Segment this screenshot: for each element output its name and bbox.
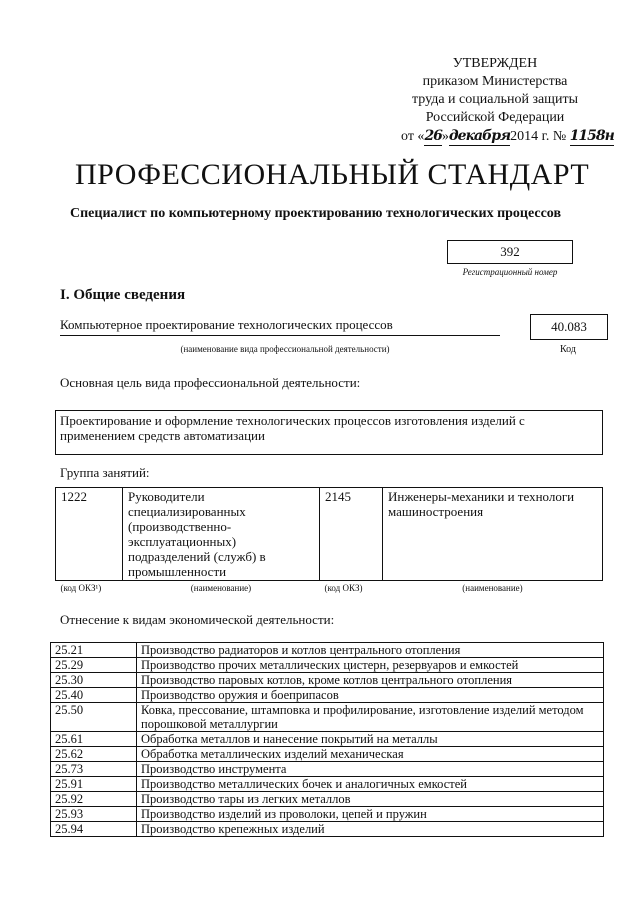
table-row <box>51 703 604 732</box>
approval-line: приказом Министерства <box>422 74 568 89</box>
goal-label: Основная цель вида профессиональной деятельности: <box>60 375 361 390</box>
okved-code: 25.50 <box>51 703 137 732</box>
okved-code: 25.94 <box>51 822 137 837</box>
okved-code: 25.93 <box>51 807 137 822</box>
okved-name: Обработка металлов и нанесение покрытий на металлы <box>137 732 604 747</box>
caption: (код ОКЗ¹) <box>60 583 102 593</box>
approval-block <box>395 55 614 146</box>
okved-code: 25.91 <box>51 777 137 792</box>
okved-code: 25.61 <box>51 732 137 747</box>
okved-name: Производство паровых котлов, кроме котлов центрального отопления <box>137 673 604 688</box>
okved-name: Производство металлических бочек и аналогичных емкостей <box>137 777 604 792</box>
okved-name: Производство оружия и боеприпасов <box>137 688 604 703</box>
okved-name: Производство радиаторов и котлов центрального отопления <box>137 643 604 658</box>
table-row <box>51 777 604 792</box>
activity-kind-caption: (наименование вида профессиональной деятельности) <box>180 344 390 354</box>
okved-name: Производство изделий из проволоки, цепей и пружин <box>137 807 604 822</box>
date-month: декабря <box>448 128 511 144</box>
okved-code: 25.92 <box>51 792 137 807</box>
occupation-label: Группа занятий: <box>60 465 150 480</box>
table-row <box>51 747 604 762</box>
approval-line: труда и социальной защиты <box>412 92 578 107</box>
document-title: ПРОФЕССИОНАЛЬНЫЙ СТАНДАРТ <box>75 158 590 191</box>
approval-date-line <box>395 127 614 146</box>
activity-code: 40.083 <box>530 314 608 340</box>
table-row <box>51 688 604 703</box>
activity-code-caption: Код <box>560 344 576 355</box>
okz-code: 2145 <box>320 488 383 581</box>
okved-code: 25.73 <box>51 762 137 777</box>
okved-code: 25.30 <box>51 673 137 688</box>
okz-name: Руководители специализированных (производственно-эксплуатационных) подразделений (служб) в промышленности <box>123 488 320 581</box>
table-row <box>51 822 604 837</box>
okved-code: 25.29 <box>51 658 137 673</box>
caption: (наименование) <box>462 583 523 593</box>
document-subtitle: Специалист по компьютерному проектированию технологических процессов <box>70 206 562 221</box>
registration-number: 392 <box>447 240 573 264</box>
occupation-row <box>56 488 603 581</box>
occupation-table <box>55 487 603 597</box>
registration-caption: Регистрационный номер <box>462 267 558 277</box>
table-row <box>51 658 604 673</box>
okved-name: Обработка металлических изделий механическая <box>137 747 604 762</box>
okved-name: Ковка, прессование, штамповка и профилирование, изготовление изделий методом порошковой металлургии <box>137 703 604 732</box>
date-prefix: от « <box>401 129 425 144</box>
occupation-caption-row <box>56 581 603 598</box>
okved-name: Производство инструмента <box>137 762 604 777</box>
date-day: 26 <box>424 128 442 144</box>
caption: (код ОКЗ) <box>324 583 363 593</box>
okved-code: 25.21 <box>51 643 137 658</box>
okz-name: Инженеры-механики и технологи машиностроения <box>383 488 603 581</box>
approval-line: Российской Федерации <box>425 110 565 125</box>
section-heading: I. Общие сведения <box>60 287 186 303</box>
okz-code: 1222 <box>56 488 123 581</box>
table-row <box>51 762 604 777</box>
approval-line: УТВЕРЖДЕН <box>452 56 538 71</box>
okved-name: Производство прочих металлических цистерн, резервуаров и емкостей <box>137 658 604 673</box>
okved-name: Производство тары из легких металлов <box>137 792 604 807</box>
econ-label: Отнесение к видам экономической деятельности: <box>60 612 335 627</box>
table-row <box>51 792 604 807</box>
econ-table <box>50 642 604 837</box>
goal-text: Проектирование и оформление технологических процессов изготовления изделий с применением средств автоматизации <box>55 410 603 455</box>
okved-name: Производство крепежных изделий <box>137 822 604 837</box>
table-row <box>51 643 604 658</box>
activity-kind: Компьютерное проектирование технологических процессов <box>60 317 500 336</box>
table-row <box>51 732 604 747</box>
date-sep: » <box>441 129 449 144</box>
table-row <box>51 673 604 688</box>
table-row <box>51 807 604 822</box>
date-year: 2014 г. № <box>510 129 567 144</box>
okved-code: 25.40 <box>51 688 137 703</box>
caption: (наименование) <box>190 583 252 593</box>
order-number: 1158н <box>569 128 614 144</box>
okved-code: 25.62 <box>51 747 137 762</box>
